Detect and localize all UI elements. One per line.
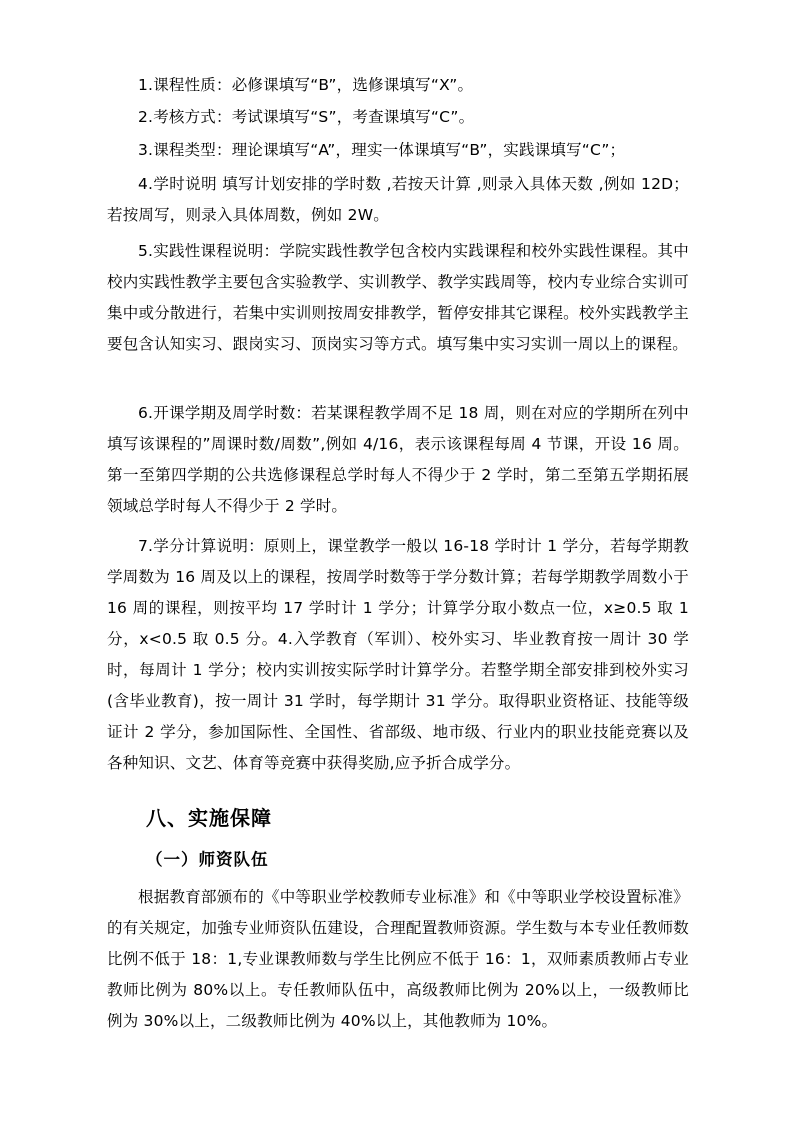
note-assessment-method: 2.考核方式：考试课填写“S”，考查课填写“C”。 <box>138 108 475 126</box>
note-course-nature: 1.课程性质：必修课填写“B”，选修课填写“X”。 <box>138 76 474 94</box>
note-practical-courses: 5.实践性课程说明：学院实践性教学包含校内实践课程和校外实践性课程。其中校内实践性教学主要包含实验教学、实训教学、教学实践周等，校内专业综合实训可集中或分散进行，若集中实训则按周安排教学，暂停安排其它课程。校外实践教学主要包含认知实习、跟岗实习、顶岗实习等方式。填写集中实习实训一周以上的课程。 <box>107 242 689 353</box>
note-credit-calculation: 7.学分计算说明：原则上，课堂教学一般以 16-18 学时计 1 学分，若每学期教学周数为 16 周及以上的课程，按周学时数等于学分数计算；若每学期教学周数小于 16 周的课程，则按平均 17 学时计 1 学分；计算学分取小数点一位，x≥0.5 取 1 分，x<0.5 取 0.5 分。4.入学教育（军训）、校外实习、毕业教育按一周计 30 学时，每周计 1 学分；校内实训按实际学时计算学分。若整学期全部安排到校外实习(含毕业教育)，按一周计 31 学时，每学期计 31 学分。取得职业资格证、技能等级证计 2 学分，参加国际性、全国性、省部级、地市级、行业内的职业技能竞赛以及各种知识、文艺、体育等竞赛中获得奖励,应予折合成学分。 <box>107 537 689 772</box>
subsection-heading: （一）师资队伍 <box>146 850 269 869</box>
note-semester-weekly-hours: 6.开课学期及周学时数：若某课程教学周不足 18 周，则在对应的学期所在列中填写该课程的”周课时数/周数”,例如 4/16，表示该课程每周 4 节课，开设 16 周。第一至第四学期的公共选修课程总学时每人不得少于 2 学时，第二至第五学期拓展领域总学时每人不得少于 2 学时。 <box>107 404 689 515</box>
note-class-hours: 4.学时说明 填写计划安排的学时数 ,若按天计算 ,则录入具体天数 ,例如 12D；若按周写，则录入具体周数，例如 2W。 <box>107 175 689 224</box>
section-heading: 八、实施保障 <box>146 806 272 830</box>
faculty-paragraph: 根据教育部颁布的《中等职业学校教师专业标准》和《中等职业学校设置标准》的有关规定，加強专业师资队伍建设，合理配置教师资源。学生数与本专业任教师数比例不低于 18：1,专业课教师数与学生比例应不低于 16：1，双师素质教师占专业教师比例为 80%以上。专任教师队伍中，高级教师比例为 20%以上，一级教师比例为 30%以上，二级教师比例为 40%以上，其他教师为 10%。 <box>107 888 689 1030</box>
note-course-type: 3.课程类型：理论课填写“A”，理实一体课填写“B”，实践课填写“C”； <box>138 141 626 159</box>
